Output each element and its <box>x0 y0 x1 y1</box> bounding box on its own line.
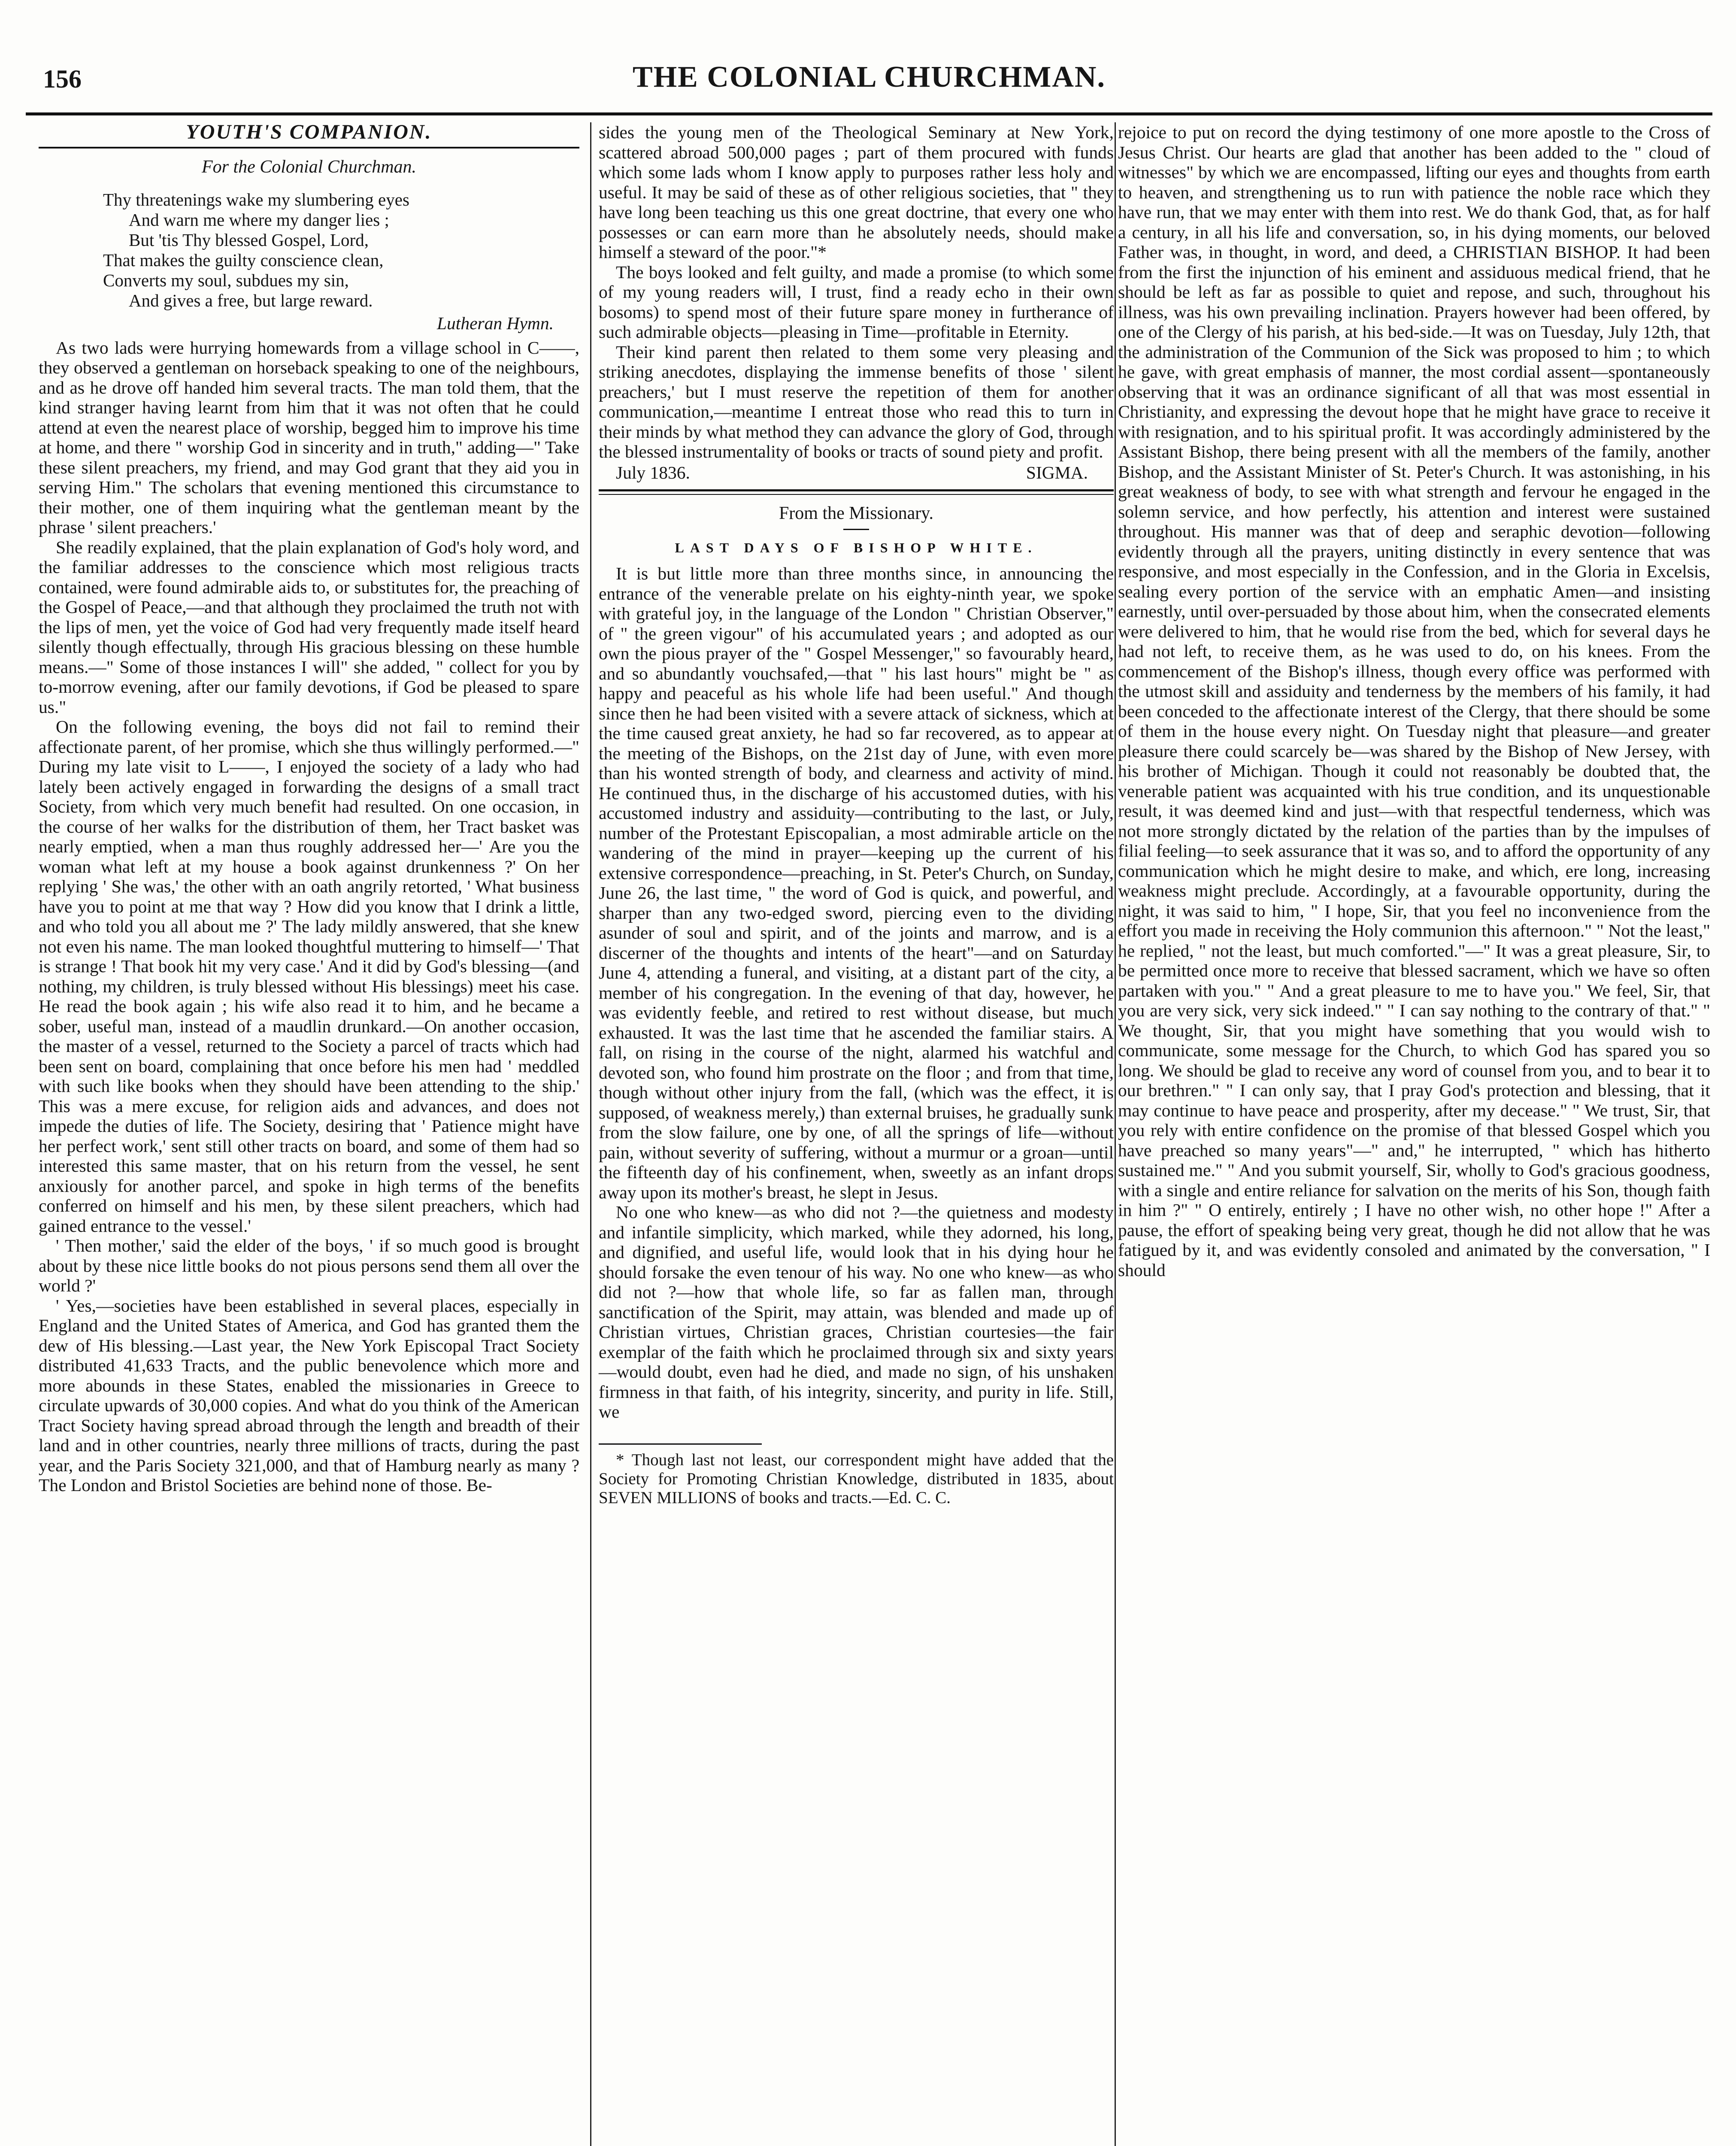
header-rule <box>26 112 1712 115</box>
page-header <box>26 56 1712 107</box>
hymn-line: That makes the guilty conscience clean, <box>103 250 384 270</box>
paragraph: ' Yes,—societies have been established in several places, especially in England and the United States of America, and God has granted them the dew of His blessing.—Last year, the New York Episcopal Tract Society distributed 41,633 Tracts, and the public benevolence which more and more abounds in these States, enabled the missionaries in Greece to circulate upwards of 30,000 copies. And what do you think of the American Tract Society having spread abroad through the length and breadth of their land and in other countries, nearly three millions of tracts, during the past year, and the Paris Society 321,000, and that of Hamburg nearly as many ? The London and Bristol Societies are behind none of those. Be- <box>39 1295 579 1495</box>
column-divider <box>1115 122 1116 2146</box>
paragraph: She readily explained, that the plain explanation of God's holy word, and the familiar addresses to the conscience which most religious tracts contained, were found admirable aids to, or substitutes for, the preaching of the Gospel of Peace,—and that although they proclaimed the truth not with the lips of men, yet the voice of God had very frequently made itself heard silently though effectually, through His gracious blessing on these humble means.—" Some of those instances I will" she added, " collect for you by to-morrow evening, after our family devotions, if God be pleased to spare us." <box>39 537 579 717</box>
article-source: From the Missionary. <box>779 503 934 523</box>
column-1 <box>39 122 579 1495</box>
paragraph: ' Then mother,' said the elder of the boys, ' if so much good is brought about by these nice little books do not pious persons send them all over the world ?' <box>39 1236 579 1295</box>
hymn-line: But 'tis Thy blessed Gospel, Lord, <box>129 230 369 250</box>
journal-title: THE COLONIAL CHURCHMAN. <box>633 61 1106 94</box>
hymn-line: Thy threatenings wake my slumbering eyes <box>103 190 409 209</box>
footnote: * Though last not least, our correspondent might have added that the Society for Promoting Christian Knowledge, distributed in 1835, about SEVEN MILLIONS of books and tracts.—Ed. C. C. <box>599 1450 1114 1507</box>
divider <box>843 529 869 530</box>
article-title: LAST DAYS OF BISHOP WHITE. <box>675 540 1038 555</box>
footnote-rule <box>599 1443 762 1445</box>
paragraph: As two lads were hurrying homewards from a village school in C——, they observed a gentleman on horseback speaking to one of the neighbours, and as he drove off handed him several tracts. The man told them, that the kind stranger having learnt from him that it was not often that he could attend at even the nearest place of worship, begged him to improve his time at home, and there " worship God in sincerity and in truth," adding—" Take these silent preachers, my friend, and may God grant that they aid you in serving Him." The scholars that evening mentioned this circumstance to their mother, one of them inquiring what the gentleman meant by the phrase ' silent preachers.' <box>39 337 579 537</box>
paragraph: sides the young men of the Theological Seminary at New York, scattered abroad 500,000 pages ; part of them procured with funds which some lads whom I know apply to purposes rather less holy and useful. It may be said of these as of other religious societies, that " they have long been teaching us this one great doctrine, that every one who possesses or can earn more than he absolutely needs, should make himself a steward of the poor."* <box>599 122 1114 262</box>
paragraph: rejoice to put on record the dying testimony of one more apostle to the Cross of Jesus Christ. Our hearts are glad that another has been added to the " cloud of witnesses" by which we are encompassed, lifting our eyes and thoughts from earth to heaven, and strengthening us to run with patience the noble race which they have run, that we may enter with them into rest. We do thank God, that, as for half a century, in all his life and conversation, so, in his dying moments, our beloved Father was, in thought, in word, and deed, a CHRISTIAN BISHOP. It had been from the first the injunction of his eminent and assiduous medical friend, that he should be left as far as possible to quiet and repose, and such, throughout his illness, was his own prevailing inclination. Prayers however had been offered, by one of the Clergy of his parish, at his bed-side.—It was on Tuesday, July 12th, that the administration of the Communion of the Sick was proposed to him ; to which he gave, with great emphasis of manner, the most cordial assent—spontaneously observing that it was an ordinance significant of all that was most essential in Christianity, and expressing the devout hope that he might have grace to receive it with resignation, and to his spiritual profit. It was accordingly administered by the Assistant Bishop, there being present with all the members of the family, another Bishop, and the Assistant Minister of St. Peter's Church. It was astonishing, in his great weakness of body, to see with what strength and fervour he engaged in the solemn service, and how perfectly, his attention and interest were sustained throughout. His manner was that of deep and seraphic devotion—following evidently through all the prayers, uniting distinctly in every sentence that was responsive, and most especially in the Confession, and in the Gloria in Excelsis, sealing every portion of the service with an emphatic Amen—and insisting earnestly, until over-persuaded by those about him, when the consecrated elements were delivered to him, that he would rise from the bed, which for several days he had not left, to receive them, as he was used to do, on his knees. From the commencement of the Bishop's illness, though every office was performed with the utmost skill and assiduity and tenderness by the members of his family, it had been conceded to the affectionate interest of the Clergy, that there should be some of them in the house every night. On Tuesday night that pleasure—and greater pleasure there could scarcely be—was shared by the Bishop of New Jersey, with his brother of Michigan. Though it could not reasonably be doubted that, the venerable patient was acquainted with his true condition, and its unquestionable result, it was deemed kind and just—with that respectful tenderness, which was not more strongly dictated by the relation of the parties than by the impulses of filial feeling—to seek assurance that it was so, and to afford the opportunity of any communication which he might desire to make, and which, ere long, increasing weakness might preclude. Accordingly, at a favourable opportunity, during the night, it was said to him, " I hope, Sir, that you feel no inconvenience from the effort you made in receiving the Holy communion this afternoon." " Not the least," he replied, " not the least, but much comforted."—" It was a great pleasure, Sir, to be permitted once more to receive that blessed sacrament, which we have so often partaken with you." " And a great pleasure to me to have you." We feel, Sir, that you are very sick, very sick indeed." " I can say nothing to the contrary of that." " We thought, Sir, that you might have something that you would wish to communicate, some message for the Church, to which God has spared you so long. We should be glad to receive any word of counsel from you, and to bear it to our brethren." " I can only say, that I pray God's protection and blessing, that it may continue to have peace and prosperity, after my decease." " We trust, Sir, that you rely with entire confidence on the promise of that blessed Gospel which you have preached so many years"—" and," he interrupted, " which has hitherto sustained me." " And you submit yourself, Sir, wholly to God's gracious goodness, with a single and entire reliance for salvation on the merits of his Son, though faith in him ?" " O entirely, entirely ; I have no other wish, no other hope !" After a pause, the effort of speaking being very great, though he did not allow that he was fatigued by it, and was evidently consoled and animated by the conversation, " I should <box>1118 122 1710 1280</box>
signoff-date: July 1836. <box>616 462 690 482</box>
article-separator <box>599 489 1114 495</box>
hymn-verse <box>103 190 579 311</box>
hymn-line: And warn me where my danger lies ; <box>129 210 389 230</box>
hymn-line: And gives a free, but large reward. <box>129 291 373 310</box>
paragraph: The boys looked and felt guilty, and made a promise (to which some of my young readers will, I trust, find a ready echo in their own bosoms) to spend most of their future spare money in furtherance of such admirable objects—pleasing in Time—profitable in Eternity. <box>599 262 1114 342</box>
paragraph: Their kind parent then related to them some very pleasing and striking anecdotes, displaying the immense benefits of those ' silent preachers,' but I must reserve the repetition of them for another communication,—meantime I entreat those who read this to turn in their minds by what method they can advance the glory of God, through the blessed instrumentality of books or tracts of sound piety and profit. <box>599 342 1114 461</box>
paragraph: It is but little more than three months since, in announcing the entrance of the venerable prelate on his eighty-ninth year, we spoke with grateful joy, in the language of the London " Christian Observer," of " the green vigour" of his accumulated years ; and adopted as our own the pious prayer of the " Gospel Messenger," so favourably heard, and so abundantly vouchsafed,—that " his last hours" might be " as happy and peaceful as his whole life had been useful." And though since then he had been visited with a severe attack of sickness, which at the time caused great anxiety, he had so far recovered, as to appear at the meeting of the Bishops, on the 21st day of June, with even more than his wonted strength of body, and clearness and activity of mind. He continued thus, in the discharge of his accustomed duties, with his accustomed industry and assiduity—contributing to the last, or July, number of the Protestant Episcopalian, a most admirable article on the wandering of the mind in prayer—keeping up the current of his extensive correspondence—preaching, in St. Peter's Church, on Sunday, June 26, the last time, " the word of God is quick, and powerful, and sharper than any two-edged sword, piercing even to the dividing asunder of soul and spirit, and of the joints and marrow, and is a discerner of the thoughts and intents of the heart"—and on Saturday June 4, attending a funeral, and visiting, at a distant part of the city, a member of his congregation. In the evening of that day, however, he was evidently feeble, and retired to rest without disease, but much exhausted. It was the last time that he ascended the familiar stairs. A fall, on rising in the course of the night, alarmed his watchful and devoted son, who found him prostrate on the floor ; and from that time, though without other injury from the fall, (which was the effect, it is supposed, of weakness merely,) than external bruises, he gradually sunk from the slow failure, one by one, of all the springs of life—without pain, without severity of suffering, without a murmur or a groan—until the fifteenth day of his confinement, when, sweetly as an infant drops away upon its mother's breast, he slept in Jesus. <box>599 564 1114 1202</box>
signoff <box>599 463 1114 483</box>
section-rule <box>39 147 579 149</box>
signoff-name: SIGMA. <box>1026 462 1088 482</box>
column-2 <box>599 122 1114 1507</box>
column-3 <box>1118 122 1710 1280</box>
hymn-line: Converts my soul, subdues my sin, <box>103 270 349 290</box>
column-divider <box>590 122 591 2146</box>
paragraph: On the following evening, the boys did not fail to remind their affectionate parent, of her promise, which she thus willingly performed.—" During my late visit to L——, I enjoyed the society of a lady who had lately been actively engaged in forwarding the designs of a small tract Society, from which very much benefit had resulted. On one occasion, in the course of her walks for the distribution of them, her Tract basket was nearly emptied, when a man thus roughly addressed her—' Are you the woman what left at my house a book against drunkenness ?' On her replying ' She was,' the other with an oath angrily retorted, ' What business have you to point at me that way ? How did you know that I drink a little, and who told you all about me ?' The lady mildly answered, that she knew not even his name. The man looked thoughtful muttering to himself—' That is strange ! That book hit my very case.' And it did by God's blessing—(and nothing, my children, is truly blessed without His blessings) meet his case. He read the book again ; his wife also read it to him, and he became a sober, useful man, instead of a maudlin drunkard.—On another occasion, the master of a vessel, returned to the Society a parcel of tracts which had been sent on board, complaining that once before his men had ' meddled with such like books when they should have been attending to the ship.' This was a mere excuse, for religion aids and advances, and does not impede the duties of life. The Society, desiring that ' Patience might have her perfect work,' sent still other tracts on board, and some of them had so interested this same master, that on his return from the vessel, he sent anxiously for another parcel, and spoke in high terms of the benefits conferred on himself and his men, by these silent preachers, which had gained entrance to the vessel.' <box>39 717 579 1236</box>
paragraph: No one who knew—as who did not ?—the quietness and modesty and infantile simplicity, which marked, while they adorned, his long, and dignified, and useful life, would look that in his dying hour he should forsake the even tenour of his way. No one who knew—as who did not ?—how that whole life, so far as fallen man, through sanctification of the Spirit, may attain, was blended and made up of Christian virtues, Christian graces, Christian courtesies—the fair exemplar of the faith which he proclaimed through six and sixty years—would doubt, even had he died, and made no sign, of his unshaken firmness in that faith, of his integrity, sincerity, and purity in life. Still, we <box>599 1202 1114 1422</box>
attribution: For the Colonial Churchman. <box>201 157 417 177</box>
hymn-attribution: Lutheran Hymn. <box>436 313 554 333</box>
section-title: YOUTH'S COMPANION. <box>186 121 432 143</box>
page-number: 156 <box>43 65 82 93</box>
